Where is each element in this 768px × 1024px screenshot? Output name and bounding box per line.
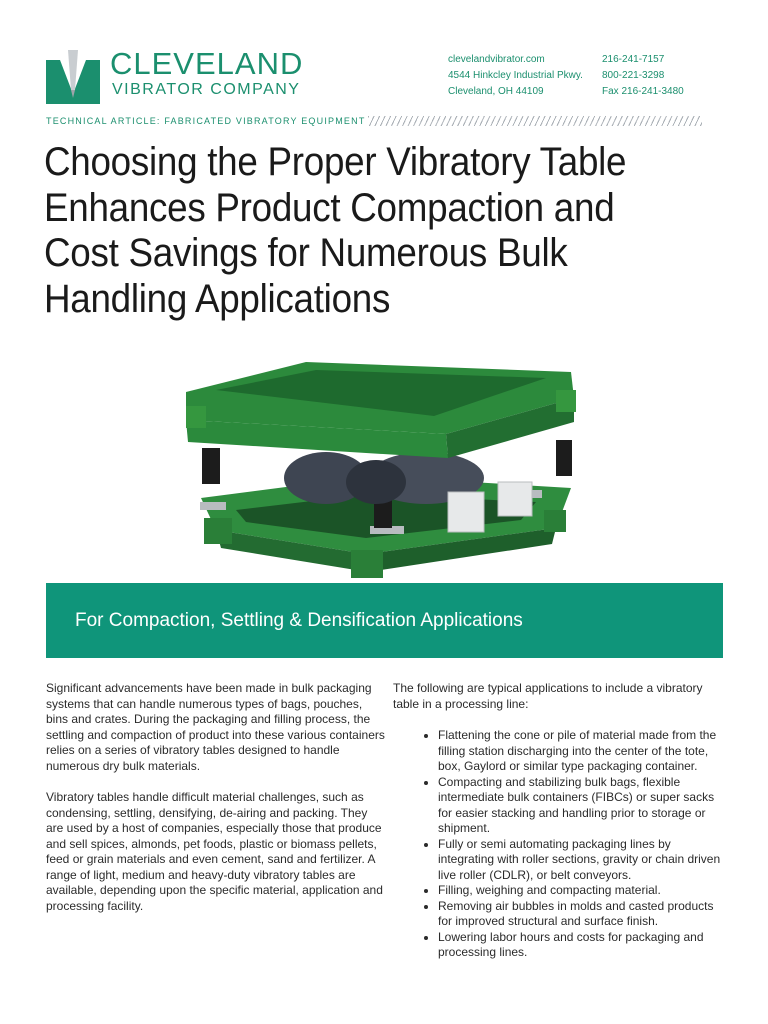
list-item: • Fully or semi automating packaging lines by integrating with roller sections, gravity or chain driven live roller (CDLR), or belt conveyors.	[438, 837, 723, 884]
section-banner	[46, 583, 723, 658]
applications-list	[393, 728, 723, 961]
list-item: • Filling, weighing and compacting material.	[438, 883, 723, 899]
address-line-1: 4544 Hinkcley Industrial Pkwy.	[448, 70, 583, 81]
list-item: • Lowering labor hours and costs for packaging and processing lines.	[438, 930, 723, 961]
paragraph-1: Significant advancements have been made in bulk packaging systems that can handle numerous types of bags, pouches, bins and crates. During the packaging and filling process, the settling and compaction of product into these various containers relies on a series of vibratory tables designed to handle numerous dry bulk materials.	[46, 681, 385, 773]
right-column	[393, 681, 723, 961]
list-item: • Flattening the cone or pile of material made from the filling station discharging into the center of the tote, box, Gaylord or similar type packaging container.	[438, 728, 723, 775]
list-item: • Compacting and stabilizing bulk bags, flexible intermediate bulk containers (FIBCs) or super sacks for easier stacking and handling prior to storage or shipment.	[438, 775, 723, 837]
applications-intro: The following are typical applications to include a vibratory table in a processing line:	[393, 681, 703, 711]
address-line-2: Cleveland, OH 44109	[448, 86, 544, 97]
logo-name: CLEVELAND	[110, 46, 304, 81]
logo-mark-icon	[44, 50, 102, 106]
fax-number: Fax 216-241-3480	[602, 86, 684, 97]
phone-2: 800-221-3298	[602, 70, 665, 81]
left-column	[46, 681, 386, 930]
list-item: • Removing air bubbles in molds and casted products for improved structural and surface finish.	[438, 899, 723, 930]
contact-address	[448, 52, 583, 100]
decorative-hatch-divider	[368, 116, 702, 126]
logo-subtitle: VIBRATOR COMPANY	[112, 81, 301, 98]
phone-1: 216-241-7157	[602, 54, 665, 65]
website-link[interactable]: clevelandvibrator.com	[448, 54, 545, 65]
company-logo	[44, 46, 344, 106]
article-title: Choosing the Proper Vibratory Table Enhances Product Compaction and Cost Savings for Numerous Bulk Handling Applications	[44, 140, 627, 321]
vibratory-table-image	[176, 350, 586, 582]
article-tagline: TECHNICAL ARTICLE: FABRICATED VIBRATORY EQUIPMENT	[46, 116, 366, 126]
banner-heading: For Compaction, Settling & Densification Applications	[75, 610, 523, 631]
contact-phones	[602, 52, 684, 100]
paragraph-2: Vibratory tables handle difficult material challenges, such as condensing, settling, densifying, de-airing and packing. They are used by a host of companies, especially those that produce and sell spices, almonds, pet foods, plastic or biomass pellets, feed or grain materials and even cement, sand and fertilizer. A range of light, medium and heavy-duty vibratory tables are available, depending upon the specific material, application and processing facility.	[46, 790, 383, 913]
